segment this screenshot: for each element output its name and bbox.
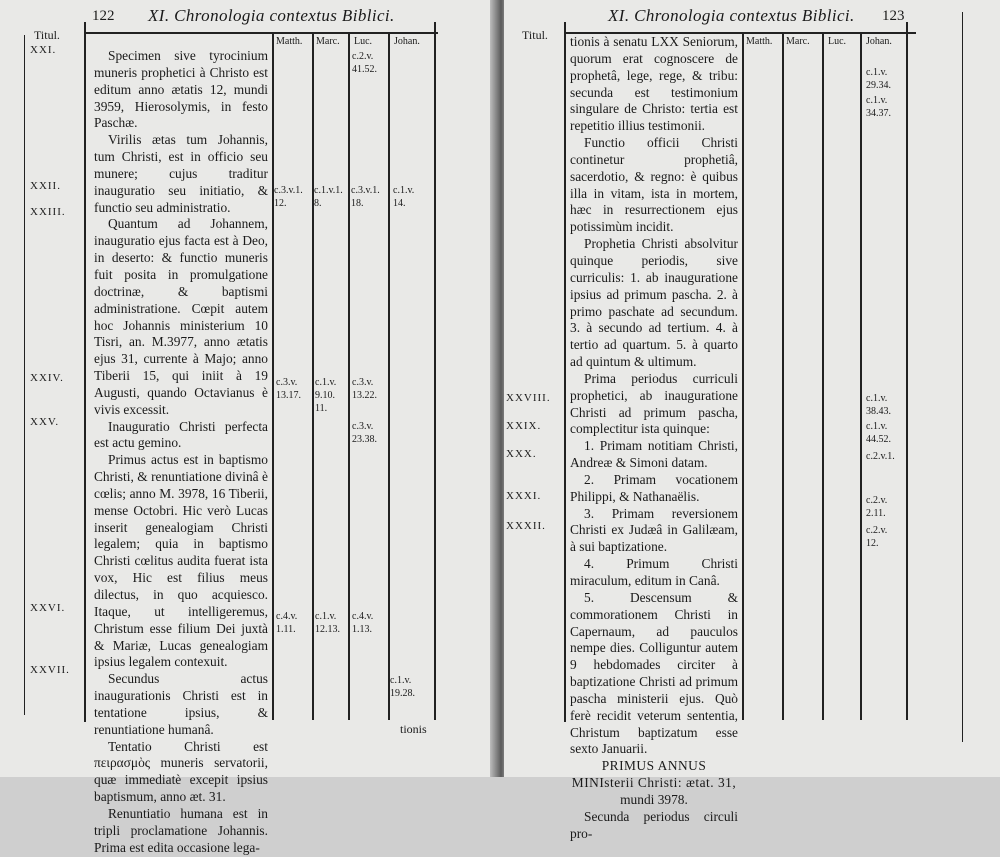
column-rule [434, 22, 436, 720]
paragraph: 2. Primam vocationem Philippi, & Nathanaëlis. [570, 471, 738, 504]
reference: c.3.v. 13.17. [276, 377, 301, 401]
paragraph: Functio officii Christi continetur prophetiâ, sacerdotio, & regno: è quibus illa in vitam, ista in mortem, hæc in resurrectionem ejus potissimùm incidit. [570, 135, 738, 235]
title-number: XXXII. [506, 520, 546, 532]
paragraph: Renuntiatio humana est in tripli proclamatione Johannis. Prima est edita occasione lega- [94, 805, 268, 855]
title-number: XXIV. [30, 372, 64, 384]
paragraph: tionis à senatu LXX Seniorum, quorum erat cognoscere de prophetâ, lege, rege, & tribu: secunda est testimonium singulare de Christo: tertia est repetitio illius testimonii. [570, 34, 738, 134]
reference: c.2.v.1. [866, 451, 895, 462]
reference: c.1.v.1. 8. [314, 185, 343, 209]
title-number: XXVI. [30, 602, 66, 614]
column-rule [272, 32, 274, 720]
reference: c.1.v. 29.34. [866, 67, 891, 91]
reference: c.1.v. 12.13. [315, 611, 340, 635]
left-main-text [94, 48, 268, 857]
paragraph: Primus actus est in baptismo Christi, & renuntiatione divinâ è cœlis; anno M. 3978, 16 Tiberii, mense Octobri. Hic verò Lucas inserit genealogiam Christi legalem; quia in baptismo Christi cœlitus audita fuerat ista vox, Hic est filius meus dilectus, in quo acquiesco. Itaque, ut intelligeremus, Christum esse filium Dei juxtà & Mariæ, Lucas genealogiam ipsius legalem contexuit. [94, 452, 268, 670]
paragraph: 4. Primum Christi miraculum, editum in Canâ. [570, 556, 738, 588]
col-johan: Johan. [866, 36, 892, 47]
col-matth: Matth. [746, 36, 773, 47]
col-luc: Luc. [828, 36, 847, 47]
paragraph: Prima periodus curriculi prophetici, ab inauguratione Christi ad primum pascha, complectitur ista quinque: [570, 370, 738, 437]
paragraph: Prophetia Christi absolvitur quinque periodis, sive curriculis: 1. ab inauguratione ipsius ad primum pascha. 2. à primo paschate ad secundum. 3. à secundo ad tertium. 4. à tertio ad quartum. 5. à quarto ad quintum & ultimum. [570, 236, 738, 370]
reference: c.1.v. 19.28. [390, 675, 415, 699]
col-matth: Matth. [276, 36, 303, 47]
reference: c.3.v.1. 12. [274, 185, 303, 209]
title-number: XXII. [30, 180, 61, 192]
left-page [0, 0, 496, 855]
title-number: XXIX. [506, 420, 542, 432]
paragraph: 3. Primam reversionem Christi ex Judæâ in Galilæam, à sui baptizatione. [570, 505, 738, 555]
catchword: tionis [400, 722, 427, 736]
column-rule [782, 32, 784, 720]
left-running-title: XI. Chronologia contextus Biblici. [148, 6, 395, 25]
title-number: XXV. [30, 416, 60, 428]
title-number: XXXI. [506, 490, 542, 502]
reference: c.3.v. 13.22. [352, 377, 377, 401]
reference: c.1.v. 38.43. [866, 393, 891, 417]
column-rule [312, 32, 314, 720]
paragraph: Tentatio Christi est πειρασμὸς muneris servatorii, quæ immediatè excepit ipsius baptismum, anno æt. 31. [94, 738, 268, 805]
column-rule [742, 32, 744, 720]
right-main-text [570, 34, 738, 843]
paragraph: Specimen sive tyrocinium muneris prophetici à Christo est editum anno ætatis 12, mundi 3959, Hierosolymis, in festo Paschæ. [94, 48, 268, 131]
column-rule [348, 32, 350, 720]
reference: c.4.v. 1.13. [352, 611, 374, 635]
paragraph: Secunda periodus circuli pro- [570, 808, 738, 841]
column-rule [860, 32, 862, 720]
reference: c.1.v. 9.10. 11. [315, 377, 337, 414]
right-titul-label: Titul. [522, 28, 548, 42]
left-titul-label: Titul. [34, 28, 60, 42]
reference: c.1.v. 44.52. [866, 421, 891, 445]
paragraph: Secundus actus inaugurationis Christi est in tentatione ipsius, & renuntiatione humanâ. [94, 671, 268, 737]
column-rule [822, 32, 824, 720]
outer-rule [24, 35, 25, 715]
paragraph: Inauguratio Christi perfecta est actu gemino. [94, 418, 268, 451]
paragraph: 5. Descensum & commorationem Christi in Capernaum, ad pauculos nempe dies. Colliguntur autem 9 hebdomades circiter à baptizatione Christi ad primum pascha ministerii ejus. Quò ferè recidit veterum sententia, Christum baptizatum esse sexto Januarii. [570, 589, 738, 757]
right-running-title: XI. Chronologia contextus Biblici. [608, 6, 855, 25]
reference: c.1.v. 14. [393, 185, 415, 209]
right-page [504, 0, 1000, 841]
column-rule [906, 22, 908, 720]
header-rule [84, 32, 438, 34]
right-page-number: 123 [882, 8, 905, 24]
title-number: XXVII. [30, 664, 70, 676]
column-rule [388, 32, 390, 720]
outer-rule [962, 12, 963, 742]
reference: c.1.v. 34.37. [866, 95, 891, 119]
title-number: XXI. [30, 44, 57, 56]
col-marc: Marc. [786, 36, 810, 47]
col-johan: Johan. [394, 36, 420, 47]
title-number: XXX. [506, 448, 537, 460]
reference: c.2.v. 2.11. [866, 495, 888, 519]
section-heading: PRIMUS ANNUS MINIsterii Christi: ætat. 31, [571, 758, 737, 791]
col-luc: Luc. [354, 36, 373, 47]
paragraph: 1. Primam notitiam Christi, Andreæ & Simoni datam. [570, 438, 738, 471]
text-rule [564, 22, 566, 722]
section-heading: mundi 3978. [620, 791, 688, 807]
text-rule [84, 22, 86, 722]
title-number: XXIII. [30, 206, 66, 218]
paragraph: Quantum ad Johannem, inauguratio ejus facta est à Deo, in deserto: & functio muneris fuit posita in promulgatione doctrinæ, & baptismi administratione. Cœpit autem hoc Johannis ministerium 10 Tisri, an. M.3977, anno ætatis ejus 31, currente à Majo; anno Tiberii 15, qui iniit à 19 Augusti, quando Octavianus è vivis excessit. [94, 216, 268, 417]
reference: c.2.v. 41.52. [352, 51, 377, 75]
reference: c.4.v. 1.11. [276, 611, 298, 635]
title-number: XXVIII. [506, 392, 551, 404]
reference: c.3.v. 23.38. [352, 421, 377, 445]
paragraph: Virilis ætas tum Johannis, tum Christi, est in officio seu munere; cujus traditur inauguratio seu initiatio, & functio seu administratio. [94, 132, 268, 215]
reference: c.3.v.1. 18. [351, 185, 380, 209]
col-marc: Marc. [316, 36, 340, 47]
left-page-number: 122 [92, 8, 115, 24]
reference: c.2.v. 12. [866, 525, 888, 549]
